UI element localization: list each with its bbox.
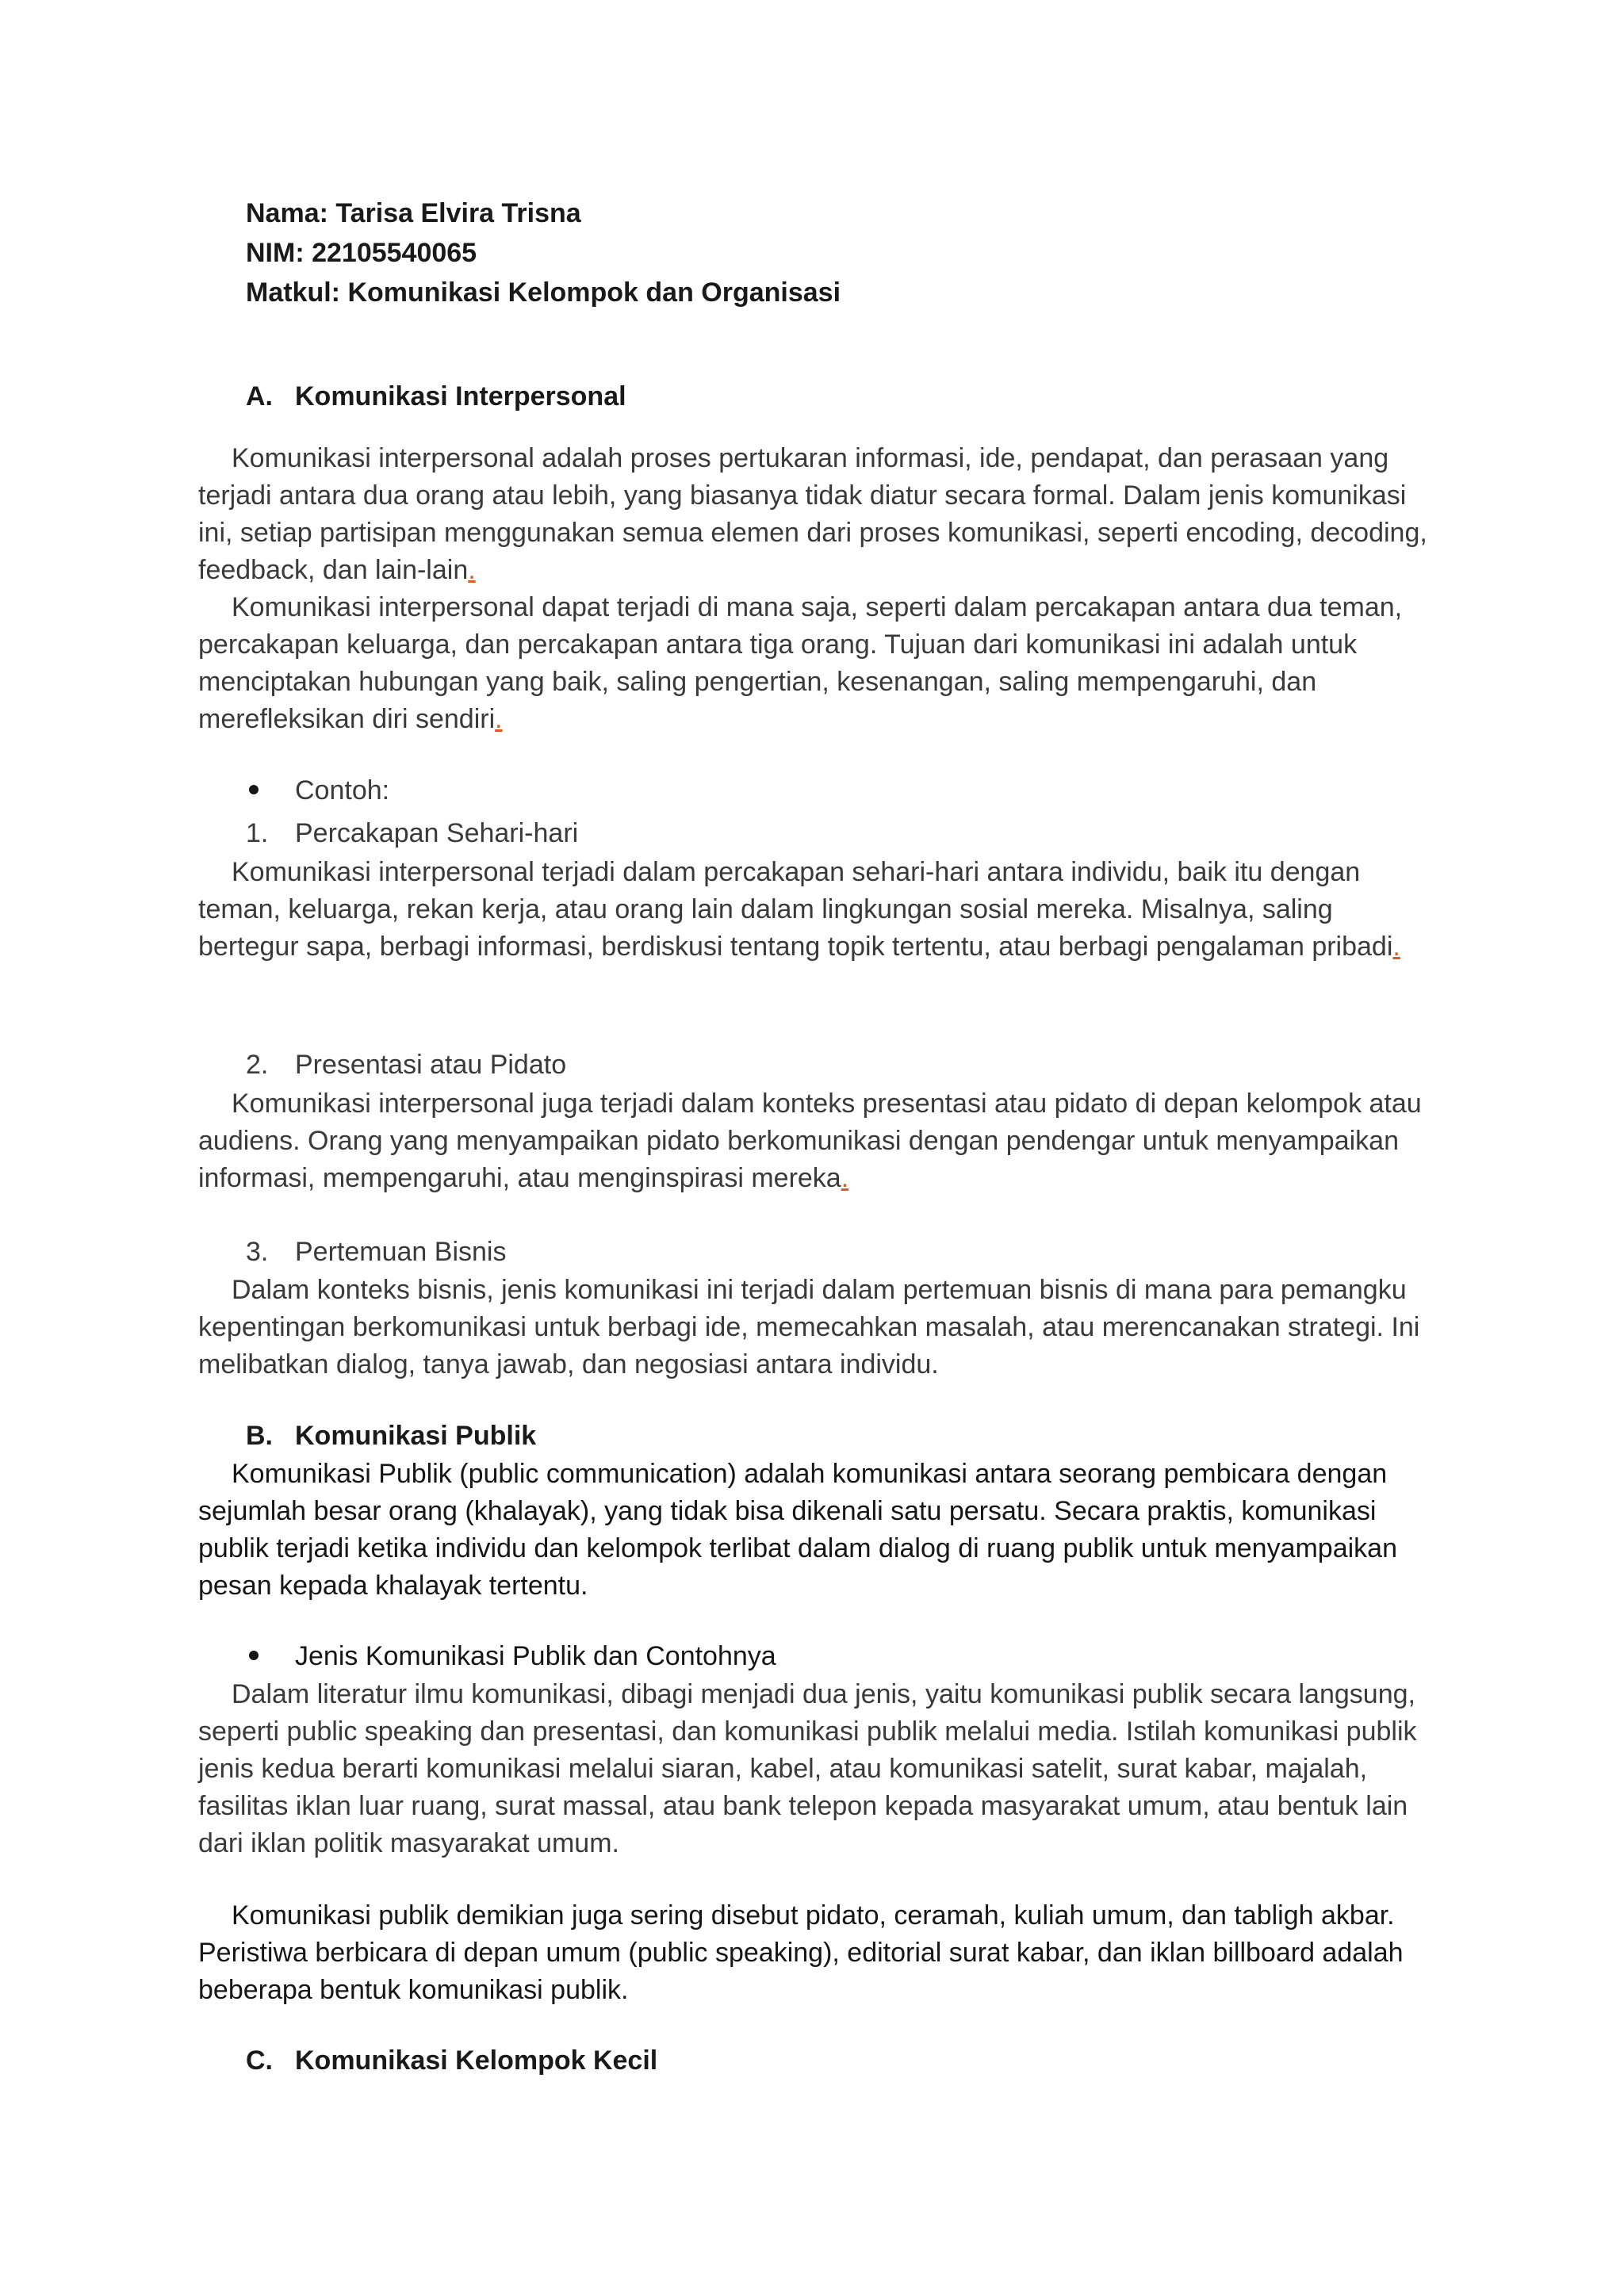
section-c-title: Komunikasi Kelompok Kecil: [295, 2045, 658, 2076]
example-1-title: Percakapan Sehari-hari: [295, 818, 579, 848]
section-b-letter: B.: [246, 1421, 273, 1451]
section-b-title: Komunikasi Publik: [295, 1421, 537, 1451]
example-1-text: Komunikasi interpersonal terjadi dalam percakapan sehari-hari antara individu, baik itu dengan teman, keluarga, rekan kerja, atau orang lain dalam lingkungan sosial mereka. Misalnya, saling bertegur sapa, berbagi informasi, berdiskusi tentang topik tertentu, atau berbagi pengalaman pribadi.: [198, 857, 1400, 962]
section-c-letter: C.: [246, 2045, 273, 2076]
section-c-heading: [246, 2042, 657, 2080]
section-a-heading: [246, 378, 626, 415]
section-a-paragraph-1: Komunikasi interpersonal adalah proses pertukaran informasi, ide, pendapat, dan perasaan yang terjadi antara dua orang atau lebih, yang biasanya tidak diatur secara formal. Dalam jenis komunikasi ini, setiap partisipan menggunakan semua elemen dari proses komunikasi, seperti encoding, decoding, feedback, dan lain-lain.: [198, 443, 1427, 585]
section-a-paragraphs: [198, 440, 1435, 738]
example-2-heading: [246, 1047, 566, 1084]
section-a-letter: A.: [246, 381, 273, 411]
student-name: Nama: Tarisa Elvira Trisna: [246, 198, 581, 228]
grammar-mark: .: [495, 704, 503, 734]
section-b-paragraph-3: Komunikasi publik demikian juga sering disebut pidato, ceramah, kuliah umum, dan tabligh akbar. Peristiwa berbicara di depan umum (public speaking), editorial surat kabar, dan iklan billboard adalah beberapa bentuk komunikasi publik.: [198, 1900, 1404, 2005]
contoh-bullet: Contoh:: [246, 772, 389, 809]
example-3-text: Dalam konteks bisnis, jenis komunikasi ini terjadi dalam pertemuan bisnis di mana para pemangku kepentingan berkomunikasi untuk berbagi ide, memecahkan masalah, atau merencanakan strategi. Ini melibatkan dialog, tanya jawab, dan negosiasi antara individu.: [198, 1275, 1420, 1380]
jenis-bullet: Jenis Komunikasi Publik dan Contohnya: [246, 1638, 776, 1675]
student-nim: NIM: 22105540065: [246, 238, 477, 268]
grammar-mark: .: [468, 555, 476, 585]
example-1-heading: [246, 815, 578, 852]
example-3-heading: [246, 1234, 506, 1271]
section-b-paragraph-1: Komunikasi Publik (public communication) adalah komunikasi antara seorang pembicara dengan sejumlah besar orang (khalayak), yang tidak bisa dikenali satu persatu. Secara praktis, komunikasi publik terjadi ketika individu dan kelompok terlibat dalam dialog di ruang publik untuk menyampaikan pesan kepada khalayak tertentu.: [198, 1459, 1397, 1601]
grammar-mark: .: [1392, 932, 1400, 962]
course-name: Matkul: Komunikasi Kelompok dan Organisasi: [246, 277, 841, 308]
bullet-icon: [249, 1651, 259, 1660]
section-a-title: Komunikasi Interpersonal: [295, 381, 626, 411]
example-2-number: 2.: [246, 1050, 269, 1080]
bullet-icon: [249, 785, 259, 794]
section-b-heading: [246, 1418, 536, 1455]
example-3-number: 3.: [246, 1237, 269, 1267]
example-1-number: 1.: [246, 818, 269, 848]
student-info: [246, 193, 841, 312]
section-b-paragraph-2: Dalam literatur ilmu komunikasi, dibagi menjadi dua jenis, yaitu komunikasi publik secara langsung, seperti public speaking dan presentasi, dan komunikasi publik melalui media. Istilah komunikasi publik jenis kedua berarti komunikasi melalui siaran, kabel, atau komunikasi satelit, surat kabar, majalah, fasilitas iklan luar ruang, surat massal, atau bank telepon kepada masyarakat umum, atau bentuk lain dari iklan politik masyarakat umum.: [198, 1679, 1417, 1858]
example-2-title: Presentasi atau Pidato: [295, 1050, 567, 1080]
section-a-paragraph-2: Komunikasi interpersonal dapat terjadi di mana saja, seperti dalam percakapan antara dua teman, percakapan keluarga, dan percakapan antara tiga orang. Tujuan dari komunikasi ini adalah untuk menciptakan hubungan yang baik, saling pengertian, kesenangan, saling mempengaruhi, dan merefleksikan diri sendiri.: [198, 592, 1403, 734]
example-2-text: Komunikasi interpersonal juga terjadi dalam konteks presentasi atau pidato di depan kelompok atau audiens. Orang yang menyampaikan pidato berkomunikasi dengan pendengar untuk menyampaikan informasi, mempengaruhi, atau menginspirasi mereka.: [198, 1089, 1422, 1193]
example-3-title: Pertemuan Bisnis: [295, 1237, 507, 1267]
grammar-mark: .: [841, 1163, 849, 1193]
